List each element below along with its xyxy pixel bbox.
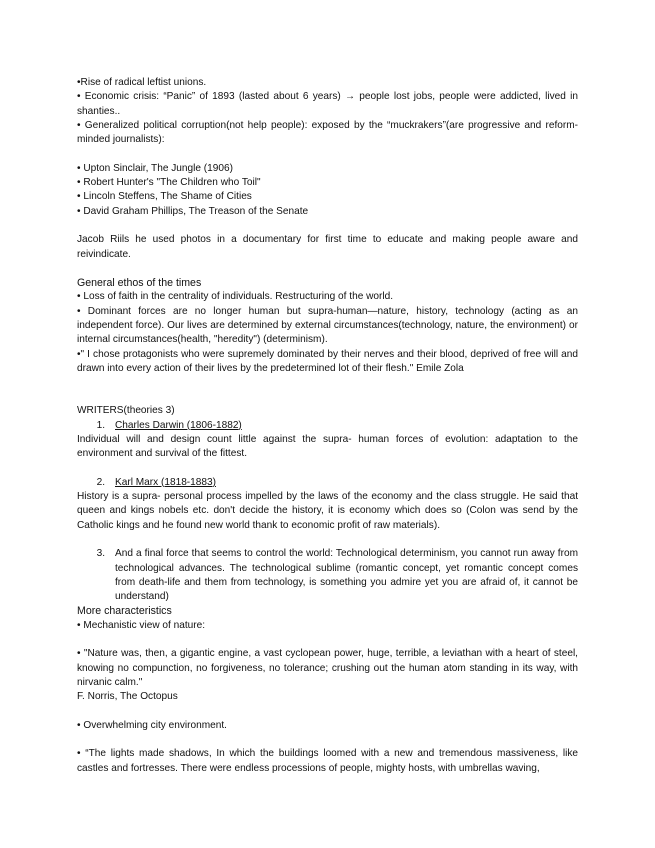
paragraph-marx: History is a supra- personal process impelled by the laws of the economy and the class struggle. He said that queen and kings nobels etc. don't decide the history, it is economy which does so (Colon was send by the Catholic kings and he found new world thank to economic profit of raw materials). (77, 491, 578, 531)
heading-more-characteristics: More characteristics (77, 605, 172, 618)
writer-item-darwin (77, 419, 578, 433)
paragraph-darwin: Individual will and design count little against the supra- human forces of evolution: adaptation to the environment and survival of the fittest. (77, 433, 578, 460)
heading-writers: WRITERS(theories 3) (77, 405, 175, 417)
paragraph-city: • Overwhelming city environment. (77, 719, 227, 731)
list-number: 1. (96, 419, 105, 431)
list-item: • Robert Hunter's "The Children who Toil" (77, 177, 261, 189)
quote-lights: • “The lights made shadows, In which the buildings loomed with a new and tremendous massiveness, like castles and fortresses. There were endless processions of people, mighty hosts, with umbrellas waving, (77, 748, 578, 774)
ethos-item: • Loss of faith in the centrality of individuals. Restructuring of the world. (77, 291, 394, 303)
writer-name-marx: Karl Marx (1818-1883) (115, 476, 216, 488)
list-item: • Upton Sinclair, The Jungle (1906) (77, 162, 233, 174)
list-number: 2. (96, 476, 105, 488)
document-body (77, 76, 578, 776)
list-item: • David Graham Phillips, The Treason of the Senate (77, 205, 309, 217)
list-number: 3. (96, 548, 105, 560)
paragraph-riis: Jacob Riils he used photos in a documentary for first time to educate and making people aware and reivindicate. (77, 234, 578, 260)
quote-norris: • "Nature was, then, a gigantic engine, a vast cyclopean power, huge, terrible, a leviathan with a heart of steel, knowing no compunction, no forgiveness, no tolerance; crushing out the human atom standing in its way, with nirvanic calm." (77, 648, 578, 688)
writer-item-technology (77, 547, 578, 604)
paragraph-unions: •Rise of radical leftist unions. (77, 77, 207, 88)
heading-ethos: General ethos of the times (77, 277, 202, 290)
writer-item-marx (77, 476, 578, 490)
paragraph-technology: And a final force that seems to control the world: Technological determinism, you cannot run away from technological advances. The technological sublime (romantic concept, yet romantic concept comes from death-life and them from technology, is something you admire yet you are afraid of, it cannot be understand) (115, 548, 578, 603)
paragraph-mechanistic: • Mechanistic view of nature: (77, 619, 206, 631)
paragraph-corruption: • Generalized political corruption(not help people): exposed by the “muckrakers”(are progressive and reform-minded journalists): (77, 119, 578, 146)
ethos-item: •" I chose protagonists who were supremely dominated by their nerves and their blood, deprived of free will and drawn into every action of their lives by the predetermined lot of their flesh." Emile Zola (77, 348, 578, 374)
writer-name-darwin: Charles Darwin (1806-1882) (115, 419, 242, 431)
ethos-item: • Dominant forces are no longer human but supra-human—nature, history, technology (acting as an independent force). Our lives are determined by external circumstances(technology, nature, the environment) or internal circumstances(health, "heredity") (determinism). (77, 305, 578, 346)
paragraph-economic-crisis: • Economic crisis: “Panic” of 1893 (lasted about 6 years) → people lost jobs, people were addicted, lived in shanties.. (77, 91, 578, 117)
list-item: • Lincoln Steffens, The Shame of Cities (77, 191, 252, 203)
quote-source: F. Norris, The Octopus (77, 691, 178, 703)
